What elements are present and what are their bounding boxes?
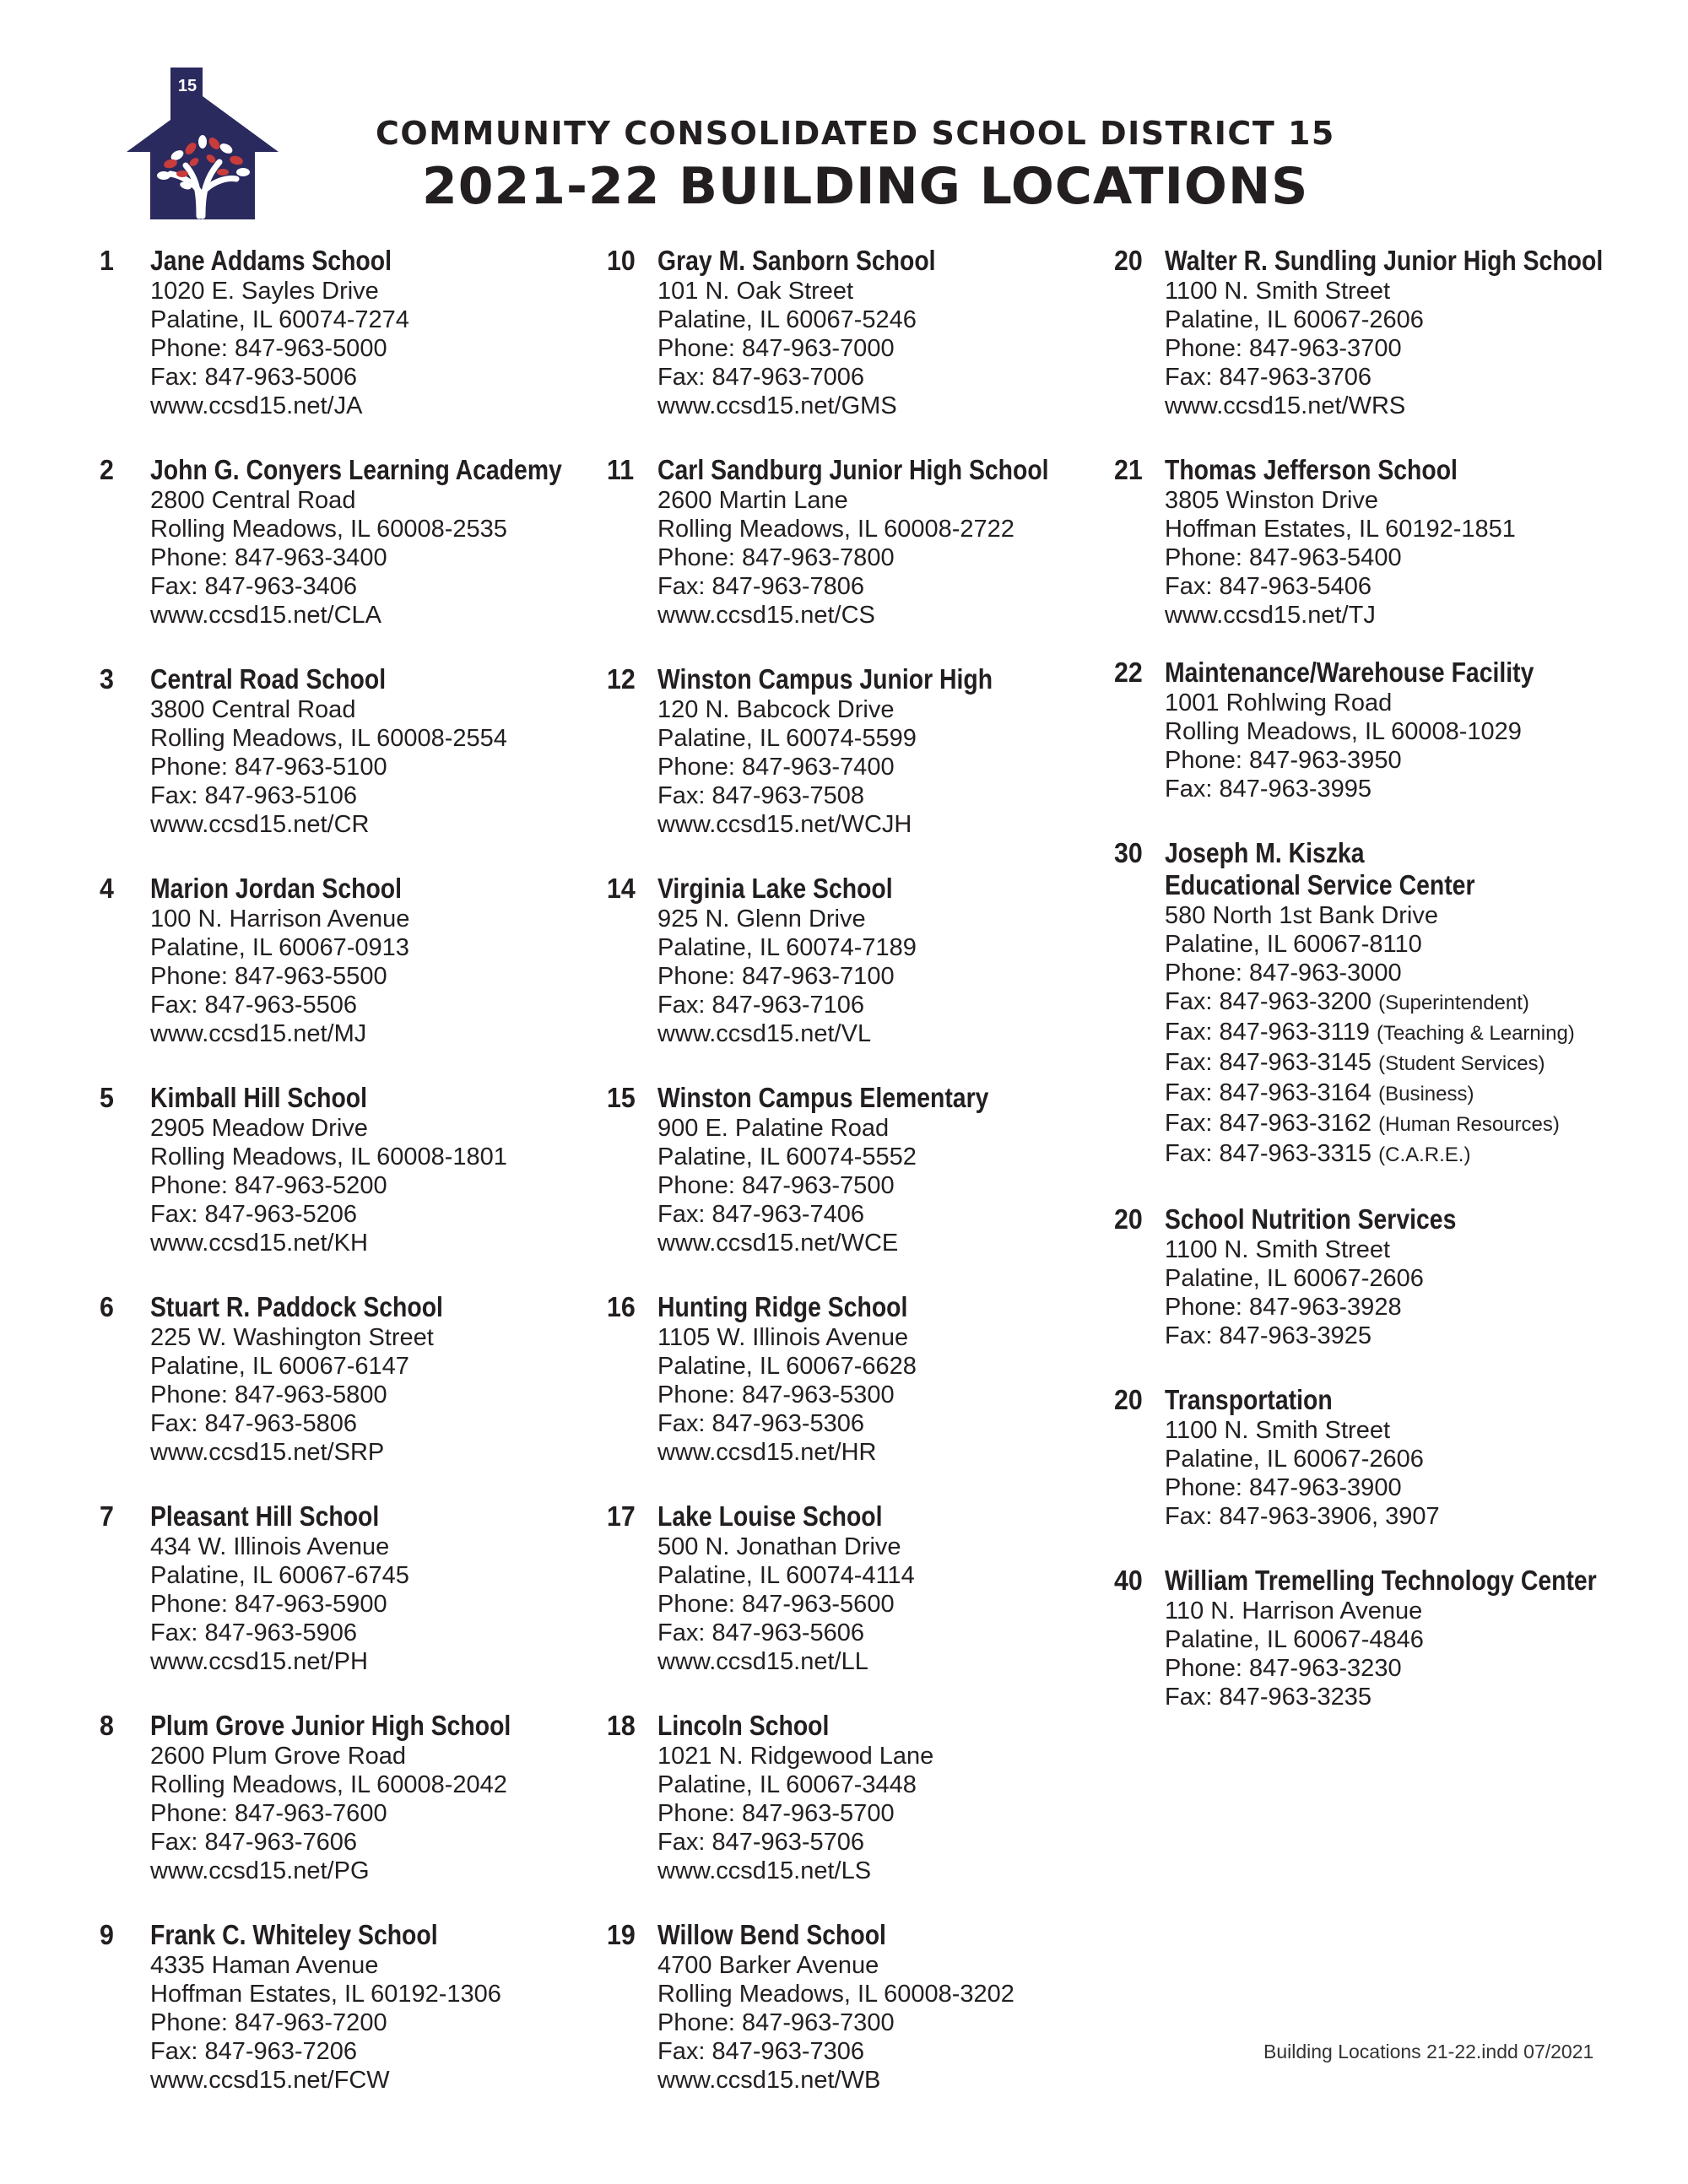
location-entry (607, 1710, 1113, 1885)
fax-department: (Business) (1378, 1083, 1474, 1106)
file-footer: Building Locations 21-22.indd 07/2021 (1263, 2041, 1594, 2062)
fax-number: Fax: 847-963-7206 (150, 2038, 358, 2065)
district-logo (127, 68, 279, 219)
street-address: 925 N. Glenn Drive (657, 905, 866, 933)
fax-line (150, 1619, 606, 1647)
location-name: Transportation (1165, 1384, 1333, 1415)
location-entry (1114, 1565, 1620, 1711)
fax-number: Fax: 847-963-5806 (150, 1410, 358, 1437)
fax-number: Fax: 847-963-3145 (1165, 1049, 1372, 1076)
website-link[interactable]: www.ccsd15.net/LS (657, 1857, 872, 1884)
phone-number: Phone: 847-963-5600 (657, 1591, 895, 1618)
website-link[interactable]: www.ccsd15.net/PG (150, 1857, 370, 1884)
city-state-zip: Palatine, IL 60067-3448 (657, 1771, 917, 1798)
location-number: 11 (607, 454, 635, 485)
fax-number: Fax: 847-963-5006 (150, 364, 358, 391)
street-address: 1100 N. Smith Street (1165, 1417, 1391, 1444)
location-entry (607, 873, 1113, 1048)
location-name: Lake Louise School (657, 1500, 883, 1532)
location-entry (607, 454, 1113, 630)
street-address: 4700 Barker Avenue (657, 1952, 879, 1979)
fax-line (1165, 1322, 1620, 1350)
street-address: 580 North 1st Bank Drive (1165, 902, 1438, 929)
phone-number: Phone: 847-963-3700 (1165, 335, 1402, 362)
location-entry (1114, 1203, 1620, 1350)
phone-number: Phone: 847-963-5200 (150, 1172, 387, 1199)
fax-line (1165, 1139, 1620, 1170)
location-number: 21 (1114, 454, 1143, 485)
fax-number: Fax: 847-963-3906, 3907 (1165, 1503, 1440, 1530)
fax-line (657, 991, 1113, 1019)
fax-number: Fax: 847-963-3235 (1165, 1684, 1372, 1711)
phone-number: Phone: 847-963-5000 (150, 335, 387, 362)
location-entry (100, 1082, 606, 1257)
fax-number: Fax: 847-963-5706 (657, 1829, 865, 1856)
location-name: Carl Sandburg Junior High School (657, 454, 1049, 485)
phone-number: Phone: 847-963-5500 (150, 963, 387, 990)
location-name: School Nutrition Services (1165, 1203, 1457, 1235)
fax-number: Fax: 847-963-5406 (1165, 573, 1372, 600)
street-address: 3800 Central Road (150, 696, 356, 723)
location-entry (607, 1500, 1113, 1676)
location-name: Frank C. Whiteley School (150, 1919, 438, 1950)
city-state-zip: Rolling Meadows, IL 60008-2535 (150, 516, 507, 543)
location-number: 6 (100, 1291, 114, 1322)
location-number: 4 (100, 873, 114, 904)
city-state-zip: Hoffman Estates, IL 60192-1306 (150, 1981, 501, 2008)
location-number: 8 (100, 1710, 114, 1741)
phone-number: Phone: 847-963-5800 (150, 1381, 387, 1408)
location-name: Kimball Hill School (150, 1082, 368, 1113)
phone-number: Phone: 847-963-5100 (150, 754, 387, 781)
website-link[interactable]: www.ccsd15.net/MJ (150, 1020, 367, 1047)
location-entry (1114, 454, 1620, 630)
phone-number: Phone: 847-963-5700 (657, 1800, 895, 1827)
location-number: 3 (100, 663, 114, 695)
location-number: 1 (100, 245, 114, 276)
fax-department: (Superintendent) (1378, 992, 1529, 1014)
fax-line (150, 781, 606, 810)
location-entry (1114, 837, 1620, 1170)
location-entry (1114, 245, 1620, 420)
location-name: Gray M. Sanborn School (657, 245, 936, 276)
location-entry (1114, 657, 1620, 803)
fax-number: Fax: 847-963-3315 (1165, 1140, 1372, 1167)
website-link[interactable]: www.ccsd15.net/WRS (1165, 392, 1406, 419)
location-name: Virginia Lake School (657, 873, 893, 904)
city-state-zip: Palatine, IL 60067-2606 (1165, 1446, 1424, 1473)
fax-number: Fax: 847-963-7508 (657, 782, 865, 809)
fax-line (1165, 363, 1620, 392)
location-name: Winston Campus Elementary (657, 1082, 989, 1113)
street-address: 2800 Central Road (150, 487, 356, 514)
fax-line (150, 363, 606, 392)
website-link[interactable]: www.ccsd15.net/CLA (150, 602, 382, 629)
phone-number: Phone: 847-963-7800 (657, 544, 895, 571)
fax-line (150, 1828, 606, 1857)
location-number: 19 (607, 1919, 636, 1950)
fax-number: Fax: 847-963-3162 (1165, 1110, 1372, 1137)
location-number: 5 (100, 1082, 114, 1113)
location-entry (100, 663, 606, 839)
phone-number: Phone: 847-963-3000 (1165, 960, 1402, 987)
fax-number: Fax: 847-963-3164 (1165, 1079, 1372, 1106)
fax-department: (C.A.R.E.) (1378, 1143, 1471, 1166)
city-state-zip: Rolling Meadows, IL 60008-1029 (1165, 718, 1522, 745)
fax-number: Fax: 847-963-5506 (150, 992, 358, 1019)
phone-number: Phone: 847-963-5900 (150, 1591, 387, 1618)
location-entry (1114, 1384, 1620, 1531)
locations-column-1 (100, 245, 606, 2095)
street-address: 120 N. Babcock Drive (657, 696, 895, 723)
phone-number: Phone: 847-963-3900 (1165, 1474, 1402, 1501)
location-number: 22 (1114, 657, 1143, 688)
location-name: Marion Jordan School (150, 873, 403, 904)
fax-department: (Teaching & Learning) (1376, 1022, 1575, 1045)
fax-line (657, 1409, 1113, 1438)
street-address: 1105 W. Illinois Avenue (657, 1324, 909, 1351)
location-name: John G. Conyers Learning Academy (150, 454, 562, 485)
city-state-zip: Palatine, IL 60074-5599 (657, 725, 917, 752)
street-address: 500 N. Jonathan Drive (657, 1533, 901, 1560)
location-name: Jane Addams School (150, 245, 392, 276)
phone-number: Phone: 847-963-7500 (657, 1172, 895, 1199)
location-name: Winston Campus Junior High (657, 663, 993, 695)
street-address: 100 N. Harrison Avenue (150, 905, 410, 933)
street-address: 2905 Meadow Drive (150, 1115, 368, 1142)
fax-number: Fax: 847-963-7606 (150, 1829, 358, 1856)
fax-number: Fax: 847-963-5106 (150, 782, 358, 809)
website-link[interactable]: www.ccsd15.net/VL (657, 1020, 872, 1047)
city-state-zip: Palatine, IL 60067-2606 (1165, 306, 1424, 333)
logo-number: 15 (177, 77, 197, 95)
phone-number: Phone: 847-963-3950 (1165, 747, 1402, 774)
website-link[interactable]: www.ccsd15.net/WCJH (657, 811, 912, 838)
website-link[interactable]: www.ccsd15.net/HR (657, 1439, 877, 1466)
city-state-zip: Palatine, IL 60067-8110 (1165, 931, 1422, 958)
street-address: 2600 Plum Grove Road (150, 1743, 407, 1770)
street-address: 110 N. Harrison Avenue (1165, 1597, 1423, 1624)
website-link[interactable]: www.ccsd15.net/KH (150, 1230, 368, 1257)
fax-line (657, 781, 1113, 810)
fax-number: Fax: 847-963-5306 (657, 1410, 865, 1437)
location-number: 10 (607, 245, 636, 276)
location-entry (100, 1291, 606, 1467)
fax-line (1165, 1078, 1620, 1109)
website-link[interactable]: www.ccsd15.net/PH (150, 1648, 368, 1675)
street-address: 3805 Winston Drive (1165, 487, 1379, 514)
fax-line (150, 572, 606, 601)
fax-line (657, 2037, 1113, 2066)
phone-number: Phone: 847-963-7300 (657, 2009, 895, 2036)
phone-number: Phone: 847-963-5400 (1165, 544, 1402, 571)
location-entry (607, 663, 1113, 839)
city-state-zip: Palatine, IL 60067-2606 (1165, 1265, 1424, 1292)
website-link[interactable]: www.ccsd15.net/CR (150, 811, 370, 838)
city-state-zip: Palatine, IL 60074-5552 (657, 1143, 917, 1170)
street-address: 4335 Haman Avenue (150, 1952, 379, 1979)
fax-number: Fax: 847-963-3706 (1165, 364, 1372, 391)
location-name: Joseph M. Kiszka (1165, 837, 1365, 868)
city-state-zip: Rolling Meadows, IL 60008-1801 (150, 1143, 507, 1170)
city-state-zip: Rolling Meadows, IL 60008-2722 (657, 516, 1014, 543)
location-entry (100, 245, 606, 420)
fax-number: Fax: 847-963-3200 (1165, 988, 1372, 1015)
location-number: 30 (1114, 837, 1143, 868)
city-state-zip: Palatine, IL 60074-7189 (657, 934, 917, 961)
fax-line (657, 363, 1113, 392)
fax-line (657, 572, 1113, 601)
location-number: 20 (1114, 1384, 1143, 1415)
location-name: Willow Bend School (657, 1919, 886, 1950)
city-state-zip: Palatine, IL 60067-6628 (657, 1353, 917, 1380)
website-link[interactable]: www.ccsd15.net/WCE (657, 1230, 899, 1257)
phone-number: Phone: 847-963-7400 (657, 754, 895, 781)
fax-department: (Human Resources) (1378, 1113, 1560, 1136)
fax-line (150, 2037, 606, 2066)
fax-number: Fax: 847-963-7806 (657, 573, 865, 600)
fax-line (1165, 1109, 1620, 1139)
location-entry (100, 1500, 606, 1676)
city-state-zip: Palatine, IL 60067-6745 (150, 1562, 409, 1589)
fax-number: Fax: 847-963-3925 (1165, 1322, 1372, 1349)
location-entry (100, 873, 606, 1048)
website-link[interactable]: www.ccsd15.net/JA (150, 392, 363, 419)
location-name: Plum Grove Junior High School (150, 1710, 511, 1741)
location-number: 9 (100, 1919, 114, 1950)
location-name: William Tremelling Technology Center (1165, 1565, 1597, 1596)
city-state-zip: Palatine, IL 60074-7274 (150, 306, 409, 333)
website-link[interactable]: www.ccsd15.net/SRP (150, 1439, 385, 1466)
city-state-zip: Palatine, IL 60067-6147 (150, 1353, 409, 1380)
location-number: 18 (607, 1710, 636, 1741)
location-name: Lincoln School (657, 1710, 830, 1741)
location-number: 14 (607, 873, 636, 904)
fax-line (1165, 1048, 1620, 1078)
location-name: Thomas Jefferson School (1165, 454, 1458, 485)
location-number: 7 (100, 1500, 114, 1532)
location-number: 15 (607, 1082, 636, 1113)
fax-number: Fax: 847-963-3406 (150, 573, 358, 600)
location-name: Educational Service Center (1165, 869, 1475, 900)
fax-line (1165, 987, 1620, 1018)
fax-line (150, 991, 606, 1019)
fax-line (657, 1200, 1113, 1229)
phone-number: Phone: 847-963-5300 (657, 1381, 895, 1408)
location-entry (607, 1291, 1113, 1467)
location-name: Walter R. Sundling Junior High School (1165, 245, 1604, 276)
website-link[interactable]: www.ccsd15.net/LL (657, 1648, 868, 1675)
fax-line (150, 1409, 606, 1438)
fax-number: Fax: 847-963-7406 (657, 1201, 865, 1228)
fax-line (1165, 1502, 1620, 1531)
fax-line (1165, 1018, 1620, 1048)
fax-number: Fax: 847-963-7306 (657, 2038, 865, 2065)
city-state-zip: Palatine, IL 60074-4114 (657, 1562, 915, 1589)
phone-number: Phone: 847-963-7200 (150, 2009, 387, 2036)
location-number: 40 (1114, 1565, 1143, 1596)
phone-number: Phone: 847-963-7600 (150, 1800, 387, 1827)
website-link[interactable]: www.ccsd15.net/FCW (150, 2067, 390, 2094)
street-address: 1100 N. Smith Street (1165, 1236, 1391, 1263)
phone-number: Phone: 847-963-7100 (657, 963, 895, 990)
location-number: 20 (1114, 1203, 1143, 1235)
city-state-zip: Rolling Meadows, IL 60008-3202 (657, 1981, 1014, 2008)
phone-number: Phone: 847-963-3928 (1165, 1294, 1402, 1321)
fax-department: (Student Services) (1378, 1052, 1545, 1075)
city-state-zip: Palatine, IL 60067-4846 (1165, 1626, 1424, 1653)
location-number: 12 (607, 663, 636, 695)
website-link[interactable]: www.ccsd15.net/TJ (1165, 602, 1376, 629)
fax-number: Fax: 847-963-5906 (150, 1619, 358, 1646)
location-number: 20 (1114, 245, 1143, 276)
city-state-zip: Hoffman Estates, IL 60192-1851 (1165, 516, 1516, 543)
location-entry (100, 1710, 606, 1885)
location-number: 16 (607, 1291, 636, 1322)
location-number: 17 (607, 1500, 636, 1532)
fax-number: Fax: 847-963-3119 (1165, 1019, 1370, 1046)
location-number: 2 (100, 454, 114, 485)
locations-column-2 (607, 245, 1113, 2095)
fax-number: Fax: 847-963-5606 (657, 1619, 865, 1646)
fax-line (1165, 572, 1620, 601)
location-name: Stuart R. Paddock School (150, 1291, 443, 1322)
street-address: 434 W. Illinois Avenue (150, 1533, 390, 1560)
fax-line (150, 1200, 606, 1229)
location-entry (607, 245, 1113, 420)
district-name: COMMUNITY CONSOLIDATED SCHOOL DISTRICT 15 (376, 115, 1335, 152)
fax-line (1165, 1683, 1620, 1711)
city-state-zip: Rolling Meadows, IL 60008-2042 (150, 1771, 507, 1798)
phone-number: Phone: 847-963-3230 (1165, 1655, 1402, 1682)
city-state-zip: Rolling Meadows, IL 60008-2554 (150, 725, 507, 752)
fax-line (657, 1828, 1113, 1857)
location-entry (607, 1082, 1113, 1257)
street-address: 1100 N. Smith Street (1165, 278, 1391, 305)
city-state-zip: Palatine, IL 60067-0913 (150, 934, 409, 961)
fax-number: Fax: 847-963-7006 (657, 364, 865, 391)
website-link[interactable]: www.ccsd15.net/GMS (657, 392, 897, 419)
street-address: 2600 Martin Lane (657, 487, 848, 514)
phone-number: Phone: 847-963-3400 (150, 544, 387, 571)
fax-line (657, 1619, 1113, 1647)
street-address: 225 W. Washington Street (150, 1324, 434, 1351)
fax-number: Fax: 847-963-3995 (1165, 776, 1372, 803)
location-entry (607, 1919, 1113, 2095)
location-entry (100, 454, 606, 630)
street-address: 1021 N. Ridgewood Lane (657, 1743, 934, 1770)
street-address: 101 N. Oak Street (657, 278, 854, 305)
location-name: Hunting Ridge School (657, 1291, 908, 1322)
fax-number: Fax: 847-963-7106 (657, 992, 865, 1019)
phone-number: Phone: 847-963-7000 (657, 335, 895, 362)
fax-number: Fax: 847-963-5206 (150, 1201, 358, 1228)
street-address: 1001 Rohlwing Road (1165, 689, 1393, 716)
locations-column-3 (1114, 245, 1620, 1711)
street-address: 900 E. Palatine Road (657, 1115, 890, 1142)
city-state-zip: Palatine, IL 60067-5246 (657, 306, 917, 333)
website-link[interactable]: www.ccsd15.net/CS (657, 602, 875, 629)
location-name: Pleasant Hill School (150, 1500, 380, 1532)
website-link[interactable]: www.ccsd15.net/WB (657, 2067, 881, 2094)
location-name: Maintenance/Warehouse Facility (1165, 657, 1534, 688)
fax-line (1165, 775, 1620, 803)
location-name: Central Road School (150, 663, 387, 695)
page-title: 2021-22 BUILDING LOCATIONS (422, 157, 1309, 216)
street-address: 1020 E. Sayles Drive (150, 278, 379, 305)
location-entry (100, 1919, 606, 2095)
